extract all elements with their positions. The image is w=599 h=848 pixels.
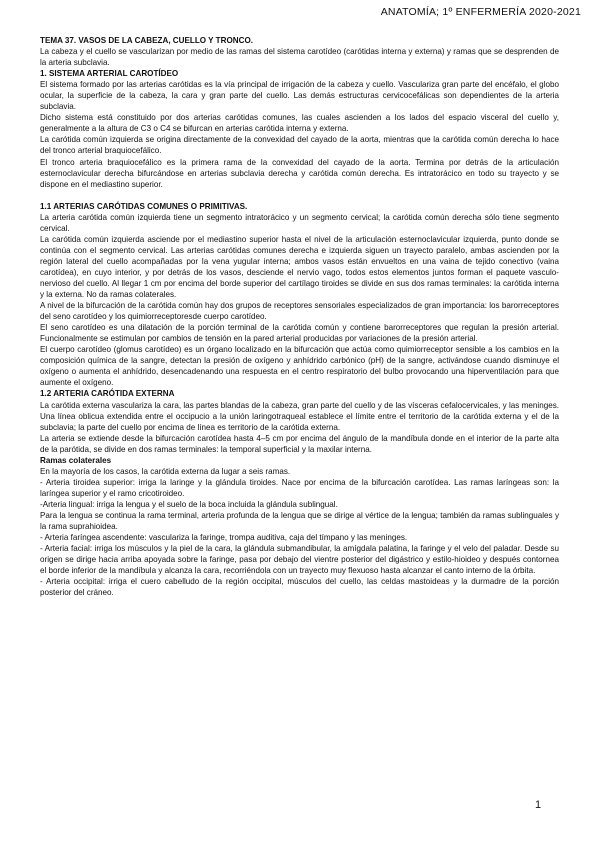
document-title: TEMA 37. VASOS DE LA CABEZA, CUELLO Y TRONCO. xyxy=(40,36,254,45)
branch-item: -Arteria lingual: irriga la lengua y el suelo de la boca incluida la glándula sublingual. xyxy=(40,499,338,509)
section-1-1-paragraph: El cuerpo carotídeo (glomus carotídeo) es un órgano localizado en la bifurcación que actúa como quimiorreceptor sensible a los cambios en la composición química de la sangre, detectan la presión de oxígeno y anhídrido carbónico (pH) de la sangre, activándose cuando disminuye el oxígeno o aumenta el anhídrido, desencadenando una respuesta en el centro respiratorio del bulbo provocando una hiperventilación para que aumente el oxígeno. xyxy=(40,345,559,388)
page-number: 1 xyxy=(535,799,542,811)
branch-item: Para la lengua se continua la rama terminal, arteria profunda de la lengua que se dirige al vértice de la lengua; también da ramas sublinguales y la rama suprahioidea. xyxy=(40,510,559,532)
collateral-branches-intro: En la mayoría de los casos, la carótida externa da lugar a seis ramas. xyxy=(40,466,291,476)
section-1-1-paragraph: A nivel de la bifurcación de la carótida común hay dos grupos de receptores sensoriales especializados de gran importancia: los barorreceptores del seno carotídeo y los quimiorreceptoresde cuerpo carotídeo. xyxy=(40,301,559,322)
section-1-paragraph: Dicho sistema está constituido por dos arterias carótidas comunes, las cuales ascienden a los lados del espacio visceral del cuello y, generalmente a la altura de C3 o C4 se bifurcan en arterias carótida interna y externa. xyxy=(40,113,559,134)
section-1-1-paragraph: La carótida común izquierda asciende por el mediastino superior hasta el nivel de la articulación esternoclavicular izquierda, punto donde se continúa con el segmento cervical. Las arterias carótidas comunes derecha e izquierda siguen un trayecto paralelo, ambas ascienden por la región lateral del cuello acompañadas por la vena yugular interna; ambos vasos están envueltos en una vaina de tejido conectivo (vaina carotídea), en cuyo interior, y por detrás de los vasos, desciende el nervio vago, todos estos elementos juntos forman el paquete vasculo-nervioso del cuello. Al llegar 1 cm por encima del borde superior del cartílago tiroides se divide en sus dos ramas terminales: la carótida interna y la externa. No da ramas colaterales. xyxy=(40,234,559,300)
running-header: ANATOMÍA; 1º ENFERMERÍA 2020-2021 xyxy=(380,6,581,18)
collateral-branches-heading: Ramas colaterales xyxy=(40,455,112,465)
blank-line xyxy=(40,190,559,201)
section-1-1-paragraph: La arteria carótida común izquierda tiene un segmento intratorácico y un segmento cervical; la carótida común derecha sólo tiene segmento cervical. xyxy=(40,212,559,233)
intro-paragraph: La cabeza y el cuello se vascularizan por medio de las ramas del sistema carotídeo (carótidas interna y externa) y ramas que se desprenden de la arteria subclavia. xyxy=(40,47,559,68)
section-1-1-heading: 1.1 ARTERIAS CARÓTIDAS COMUNES O PRIMITIVAS. xyxy=(40,201,248,211)
branch-item: - Arteria facial: irriga los músculos y la piel de la cara, la glándula submandibular, la amígdala palatina, la faringe y el velo del paladar. Desde su origen se dirige hacia arriba apoyada sobre la faringe, pasa por debajo del vientre posterior del digástrico y estilo-hioideo y después contornea el borde inferior de la mandíbula y alcanza la cara, recorriéndola con un trayecto muy flexuoso hasta alcanzar el canto interno de la órbita. xyxy=(40,544,559,576)
section-1-paragraph: La carótida común izquierda se origina directamente de la convexidad del cayado de la aorta, mientras que la carótida común derecha lo hace del tronco arterial braquiocefálico. xyxy=(40,135,559,156)
section-1-1-paragraph: El seno carotídeo es una dilatación de la porción terminal de la carótida común y contiene barorreceptores que regulan la presión arterial. Funcionalmente se estimulan por cambios de tensión en la pared arterial producidas por variaciones de la presión arterial. xyxy=(40,323,559,344)
section-1-paragraph: El sistema formado por las arterias carótidas es la vía principal de irrigación de la cabeza y cuello. Vasculariza gran parte del encéfalo, el globo ocular, la superficie de la cabeza, la cara y gran parte del cuello. Las demás estructuras cervicocefálicas son dependientes de la arteria subclavia. xyxy=(40,80,559,112)
section-1-2-paragraph: La carótida externa vasculariza la cara, las partes blandas de la cabeza, gran parte del cuello y de las vísceras cefalocervicales, y las meninges. Una línea oblicua extendida entre el occipucio a la unión laringotraqueal establece el límite entre el territorio de la carótida externa y el de la subclavia; la parte del cuello por encima de línea es territorio de la carótida externa. xyxy=(40,400,559,432)
section-1-2-heading: 1.2 ARTERIA CARÓTIDA EXTERNA xyxy=(40,389,175,399)
section-1-2-paragraph: La arteria se extiende desde la bifurcación carotídea hasta 4–5 cm por encima del ángulo de la mandíbula donde en el interior de la parte alta de la parótida, se divide en dos ramas terminales: la temporal superficial y la maxilar interna. xyxy=(40,433,559,454)
branch-item: - Arteria faríngea ascendente: vasculariza la faringe, trompa auditiva, caja del tímpano y las meninges. xyxy=(40,533,408,543)
branch-item: - Arteria tiroidea superior: irriga la laringe y la glándula tiroides. Nace por encima de la bifurcación carotídea. Las ramas laríngeas son: la laríngea superior y el ramo cricotiroideo. xyxy=(40,477,559,498)
section-1-paragraph: El tronco arteria braquiocefálico es la primera rama de la convexidad del cayado de la aorta. Termina por detrás de la articulación esternoclavicular derecha bifurcándose en arterias subclavia derecha y carótida común derecha. Es intratorácico en todo su trayecto y se dispone en el mediastino superior. xyxy=(40,157,559,189)
document-body xyxy=(40,35,559,598)
section-1-heading: 1. SISTEMA ARTERIAL CAROTÍDEO xyxy=(40,69,179,79)
branch-item: - Arteria occipital: irriga el cuero cabelludo de la región occipital, músculos del cuello, las celdas mastoideas y la durmadre de la porción posterior del cráneo. xyxy=(40,577,559,598)
